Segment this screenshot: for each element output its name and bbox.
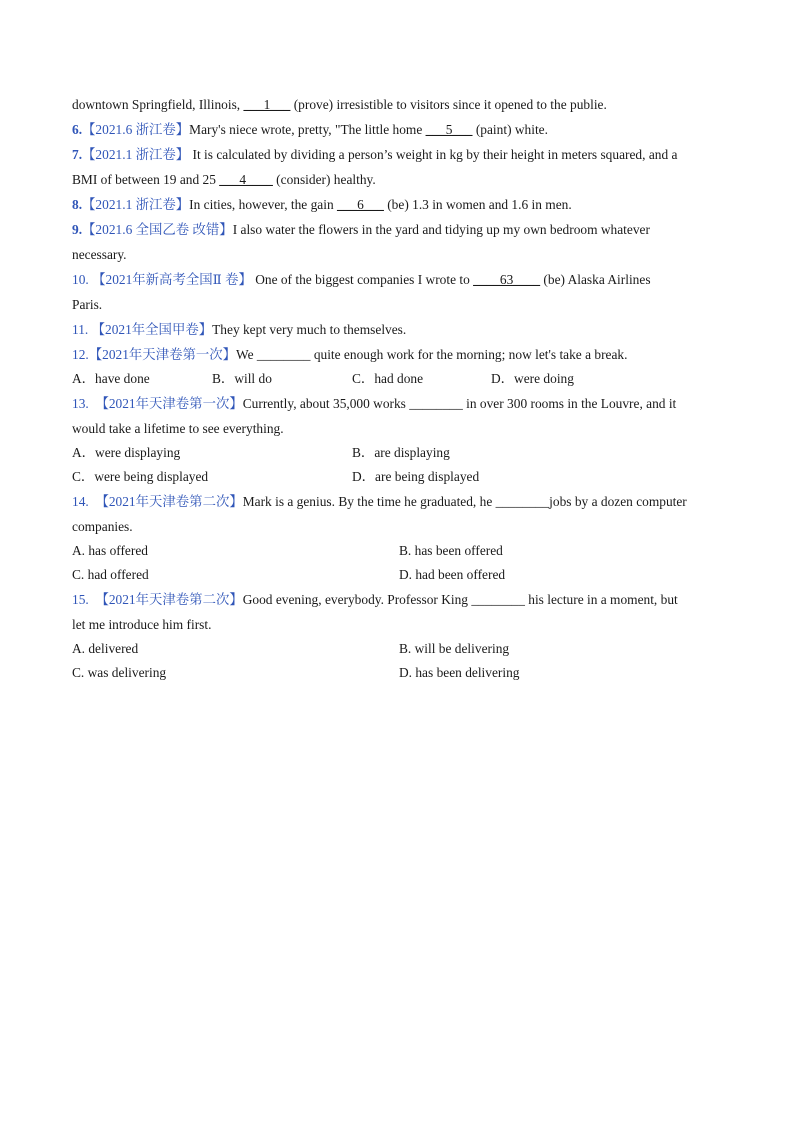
option-c: C．were being displayed (72, 469, 209, 484)
source-tag: 【2021年天津卷第一次】 (88, 347, 237, 362)
question-text: (be) Alaska Airlines (540, 272, 651, 287)
question-text: (prove) irresistible to visitors since it opened to the publie. (290, 97, 607, 112)
source-tag: 【2021年天津卷第一次】 (95, 396, 243, 411)
option-b: B. will be delivering (399, 641, 510, 656)
question-9 (72, 217, 728, 242)
question-7 (72, 142, 728, 167)
answer-blank: ___5___ (425, 122, 473, 137)
question-6 (72, 117, 728, 142)
option-c: C. had offered (72, 567, 149, 582)
question-text: Currently, about 35,000 works ________ in over 300 rooms in the Louvre, and it (242, 396, 677, 411)
option-d: D. had been offered (399, 567, 506, 582)
question-9-line-2 (72, 242, 728, 267)
option-d: D．were doing (491, 371, 574, 386)
option-d: D．are being displayed (352, 469, 480, 484)
source-tag: 【2021.1 浙江卷】 (82, 197, 190, 212)
options-row (72, 637, 728, 661)
answer-blank: ____63____ (473, 272, 541, 287)
question-text: necessary. (72, 247, 127, 262)
question-12 (72, 342, 728, 367)
question-13 (72, 391, 728, 416)
option-a: A. has offered (72, 543, 148, 558)
question-text: One of the biggest companies I wrote to (251, 272, 474, 287)
question-text: would take a lifetime to see everything. (72, 421, 284, 436)
question-number: 7. (72, 147, 83, 162)
question-text: (paint) white. (472, 122, 548, 137)
question-text: companies. (72, 519, 133, 534)
question-11 (72, 317, 728, 342)
options-row (72, 539, 728, 563)
answer-blank: ___1___ (243, 97, 291, 112)
option-c: C．had done (352, 371, 424, 386)
question-text: Paris. (72, 297, 103, 312)
question-text: BMI of between 19 and 25 (72, 172, 220, 187)
question-text: downtown Springfield, Illinois, (72, 97, 244, 112)
question-text: (be) 1.3 in women and 1.6 in men. (383, 197, 572, 212)
question-15 (72, 587, 728, 612)
question-text: We ________ quite enough work for the morning; now let's take a break. (236, 347, 628, 362)
question-text: They kept very much to themselves. (212, 322, 407, 337)
option-a: A．have done (72, 371, 150, 386)
question-number: 14. (72, 494, 89, 509)
question-number: 11. (72, 322, 89, 337)
question-text: I also water the flowers in the yard and tidying up my own bedroom whatever (232, 222, 650, 237)
question-10 (72, 267, 728, 292)
question-number: 10. (72, 272, 89, 287)
question-text: (consider) healthy. (272, 172, 376, 187)
question-15-line-2 (72, 612, 728, 637)
source-tag: 【2021.6 浙江卷】 (82, 122, 190, 137)
option-b: B．are displaying (352, 445, 450, 460)
question-14-line-2 (72, 514, 728, 539)
source-tag: 【2021.6 全国乙卷 改错】 (82, 222, 233, 237)
question-continuation (72, 92, 728, 117)
option-c: C. was delivering (72, 665, 167, 680)
options-row (72, 661, 728, 685)
option-d: D. has been delivering (399, 665, 520, 680)
option-b: B. has been offered (399, 543, 503, 558)
source-tag: 【2021年新高考全国Ⅱ 卷】 (92, 272, 252, 287)
question-14 (72, 489, 728, 514)
source-tag: 【2021年天津卷第二次】 (95, 592, 243, 607)
worksheet (72, 92, 728, 685)
question-text: It is calculated by dividing a person’s weight in kg by their height in meters squared, and a (189, 147, 678, 162)
question-text: Mark is a genius. By the time he graduated, he ________jobs by a dozen computer (242, 494, 687, 509)
options-row (72, 563, 728, 587)
question-8 (72, 192, 728, 217)
question-text: Good evening, everybody. Professor King ________ his lecture in a moment, but (242, 592, 678, 607)
question-text: Mary's niece wrote, pretty, "The little home (189, 122, 426, 137)
option-a: A. delivered (72, 641, 139, 656)
option-b: B．will do (212, 371, 272, 386)
question-number: 9. (72, 222, 83, 237)
options-row (72, 367, 728, 391)
source-tag: 【2021年天津卷第二次】 (95, 494, 243, 509)
question-text: In cities, however, the gain (189, 197, 337, 212)
answer-blank: ___6___ (337, 197, 384, 212)
question-number: 6. (72, 122, 83, 137)
question-number: 13. (72, 396, 89, 411)
question-number: 8. (72, 197, 83, 212)
question-number: 15. (72, 592, 89, 607)
answer-blank: ___4____ (219, 172, 273, 187)
question-13-line-2 (72, 416, 728, 441)
options-row (72, 441, 728, 465)
question-text: let me introduce him first. (72, 617, 212, 632)
options-row (72, 465, 728, 489)
source-tag: 【2021年全国甲卷】 (91, 322, 213, 337)
question-7-line-2 (72, 167, 728, 192)
option-a: A．were displaying (72, 445, 181, 460)
question-10-line-2 (72, 292, 728, 317)
question-number: 12. (72, 347, 89, 362)
source-tag: 【2021.1 浙江卷】 (82, 147, 190, 162)
